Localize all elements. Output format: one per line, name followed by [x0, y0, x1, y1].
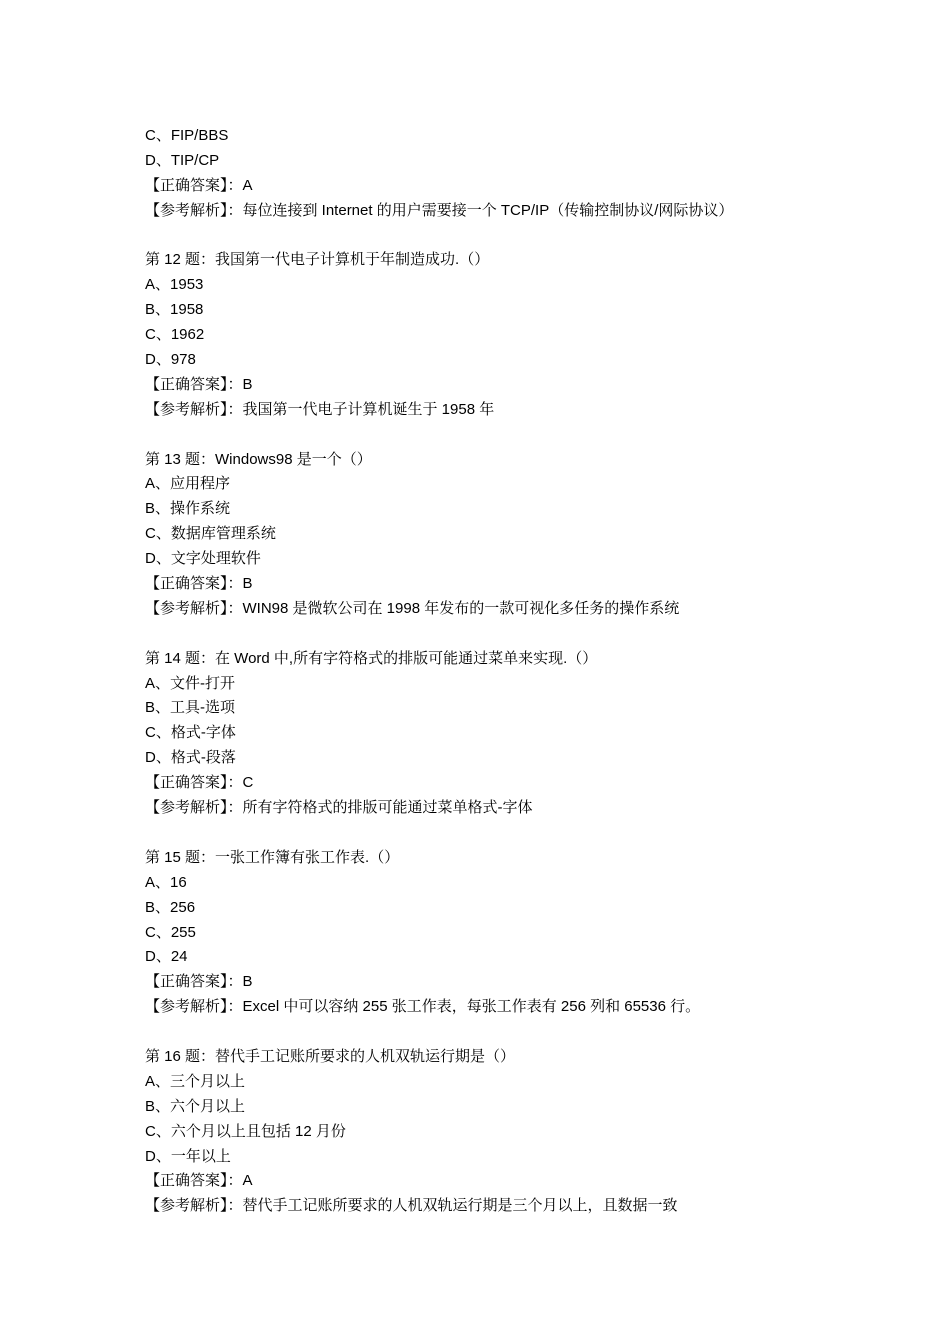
question-16 [145, 1045, 865, 1219]
explanation: 【参考解析】：替代手工记账所要求的人机双轨运行期是三个月以上，且数据一致 [145, 1197, 678, 1215]
option-c: C、FIP/BBS [145, 127, 229, 144]
spacer [145, 423, 865, 448]
explanation: 【参考解析】：WIN98 是微软公司在 1998 年发布的一款可视化多任务的操作系统 [145, 599, 680, 617]
option-b: B、操作系统 [145, 500, 231, 518]
spacer [145, 622, 865, 647]
option-c: C、1962 [145, 326, 205, 344]
question-14 [145, 647, 865, 821]
option-b: B、1958 [145, 301, 204, 319]
document-page [145, 124, 865, 1219]
option-d: D、一年以上 [145, 1147, 231, 1165]
question-title: 第 16 题：替代手工记账所要求的人机双轨运行期是（） [145, 1047, 516, 1065]
option-c: C、255 [145, 923, 196, 941]
option-a: A、应用程序 [145, 475, 231, 493]
question-title: 第 13 题：Windows98 是一个（） [145, 450, 372, 468]
question-13 [145, 448, 865, 622]
correct-answer: 【正确答案】：B [145, 973, 253, 991]
spacer [145, 224, 865, 249]
option-c: C、六个月以上且包括 12 月份 [145, 1122, 346, 1140]
correct-answer: 【正确答案】：C [145, 774, 254, 792]
option-a: A、16 [145, 873, 187, 891]
question-12 [145, 248, 865, 422]
explanation: 【参考解析】：Excel 中可以容纳 255 张工作表，每张工作表有 256 列和 65536 行。 [145, 998, 701, 1016]
explanation: 【参考解析】：所有字符格式的排版可能通过菜单格式-字体 [145, 799, 533, 817]
option-d: D、978 [145, 351, 196, 369]
option-d: D、24 [145, 948, 188, 966]
option-b: B、256 [145, 898, 196, 916]
option-a: A、文件-打开 [145, 674, 236, 692]
spacer [145, 821, 865, 846]
question-title: 第 14 题：在 Word 中,所有字符格式的排版可能通过菜单来实现.（） [145, 649, 598, 667]
question-11-tail [145, 124, 865, 224]
question-title: 第 12 题：我国第一代电子计算机于年制造成功.（） [145, 251, 490, 269]
option-d: D、TIP/CP [145, 151, 220, 169]
option-d: D、格式-段落 [145, 749, 236, 767]
question-15 [145, 846, 865, 1020]
correct-answer: 【正确答案】：A [145, 176, 253, 194]
option-d: D、文字处理软件 [145, 550, 261, 568]
option-c: C、格式-字体 [145, 724, 236, 742]
correct-answer: 【正确答案】：B [145, 375, 253, 393]
correct-answer: 【正确答案】：B [145, 575, 253, 593]
option-a: A、1953 [145, 276, 204, 294]
option-c: C、数据库管理系统 [145, 525, 276, 543]
spacer [145, 1020, 865, 1045]
correct-answer: 【正确答案】：A [145, 1172, 253, 1190]
explanation: 【参考解析】：每位连接到 Internet 的用户需要接一个 TCP/IP（传输控制协议/网际协议） [145, 201, 734, 219]
option-b: B、工具-选项 [145, 699, 236, 717]
option-b: B、六个月以上 [145, 1097, 246, 1115]
explanation: 【参考解析】：我国第一代电子计算机诞生于 1958 年 [145, 400, 495, 418]
question-title: 第 15 题：一张工作簿有张工作表.（） [145, 848, 400, 866]
option-a: A、三个月以上 [145, 1072, 246, 1090]
